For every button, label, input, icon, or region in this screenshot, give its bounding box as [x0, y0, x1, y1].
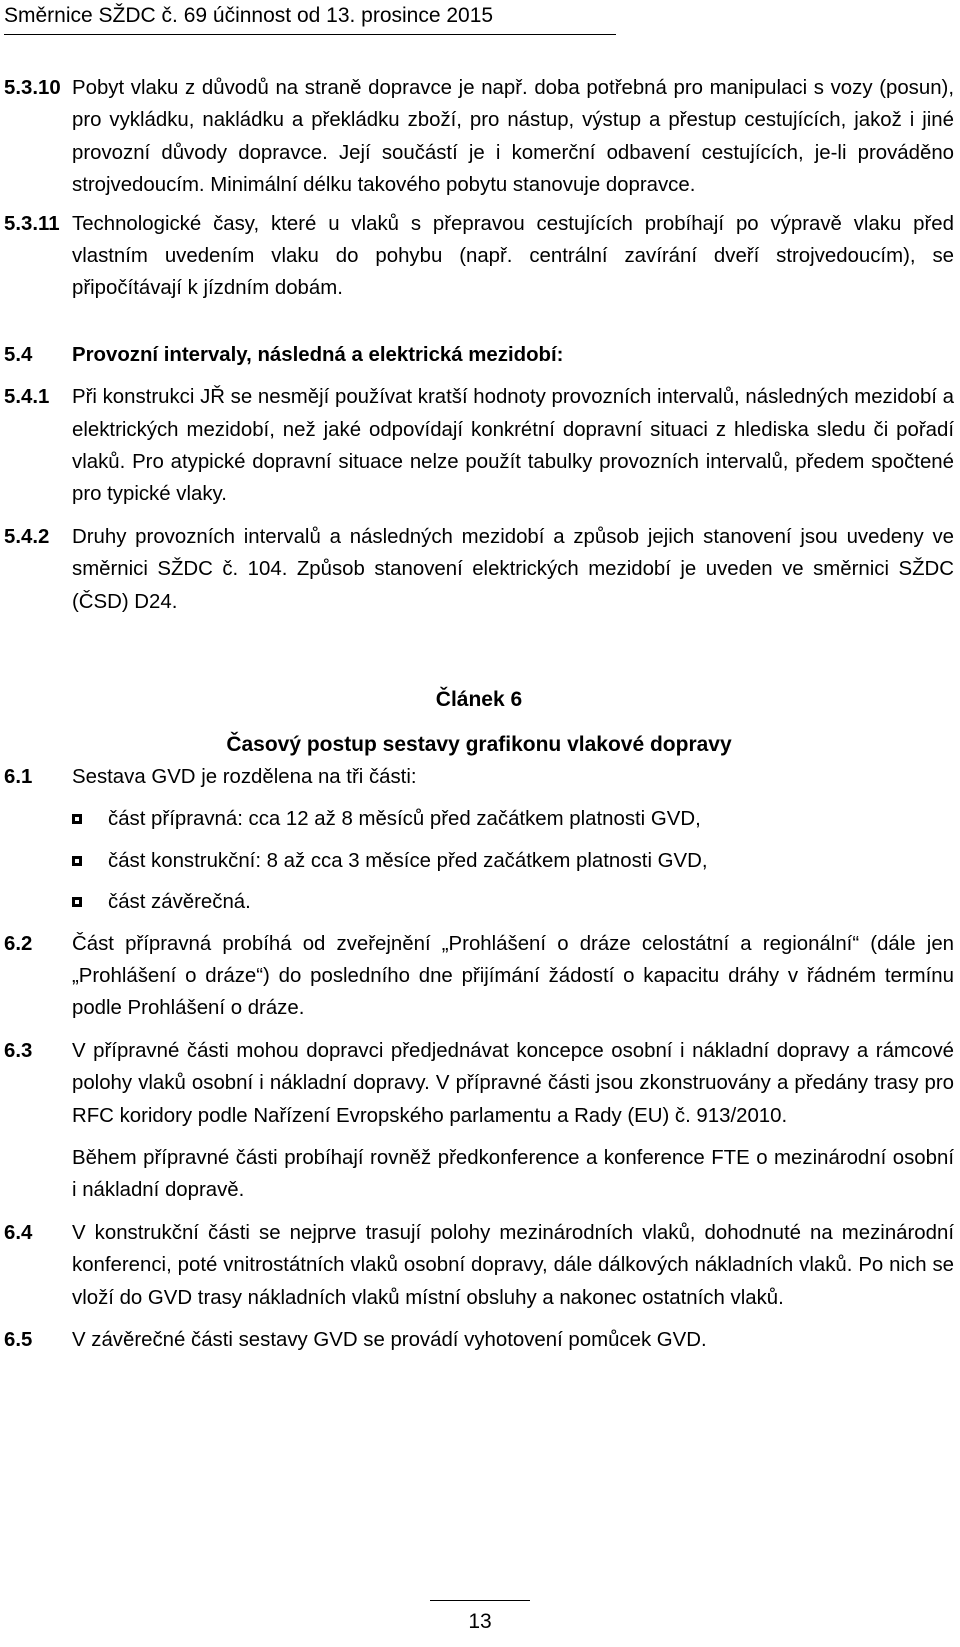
article-subtitle: Časový postup sestavy grafikonu vlakové dopravy — [226, 732, 732, 756]
section-5-4-heading — [4, 339, 954, 371]
section-6-1 — [4, 761, 954, 793]
square-bullet-icon — [72, 814, 82, 824]
section-5-4-2 — [4, 521, 954, 618]
section-text: Sestava GVD je rozdělena na tři části: — [72, 765, 417, 788]
section-heading-text: Provozní intervaly, následná a elektrická mezidobí: — [72, 343, 564, 366]
section-number: 6.5 — [4, 1329, 33, 1351]
section-number: 5.4 — [4, 343, 33, 366]
section-6-3-continued — [4, 1142, 954, 1207]
section-number: 5.3.10 — [4, 77, 61, 99]
list-item-text: část závěrečná. — [108, 891, 251, 914]
list-item — [4, 845, 954, 877]
list-item-text: část přípravná: cca 12 až 8 měsíců před začátkem platnosti GVD, — [108, 808, 701, 831]
section-6-5 — [4, 1324, 954, 1356]
section-text: Pobyt vlaku z důvodů na straně dopravce je např. doba potřebná pro manipulaci s vozy (posun), pro vykládku, nakládku a překládku zboží, pro nástup, výstup a přestup cestujících, jakož i jiné provozní důvody dopravce. Její součástí je i komerční odbavení cestujících, je-li prováděno strojvedoucím. Minimální délku takového pobytu stanovuje dopravce. — [72, 77, 954, 197]
bullet-list — [4, 803, 954, 918]
header-rule — [4, 34, 616, 35]
list-item — [4, 803, 954, 835]
section-text: V přípravné části mohou dopravci předjednávat koncepce osobní i nákladní dopravy a rámcové polohy vlaků osobní i nákladní dopravy. V přípravné části jsou zkonstruovány a předány trasy pro RFC koridory podle Nařízení Evropského parlamentu a Rady (EU) č. 913/2010. — [72, 1039, 954, 1127]
section-number: 6.4 — [4, 1221, 33, 1244]
section-text: V závěrečné části sestavy GVD se provádí vyhotovení pomůcek GVD. — [72, 1329, 707, 1351]
section-text: V konstrukční části se nejprve trasují polohy mezinárodních vlaků, dohodnuté na mezinárodní konferenci, poté vnitrostátních vlaků osobní dopravy, dále dálkových nákladních vlaků. Po nich se vloží do GVD trasy nákladních vlaků místní obsluhy a nakonec ostatních vlaků. — [72, 1221, 954, 1309]
footer-rule — [430, 1600, 530, 1601]
section-text: Druhy provozních intervalů a následných mezidobí a způsob jejich stanovení jsou uvedeny ve směrnici SŽDC č. 104. Způsob stanovení elektrických mezidobí je uveden ve směrnici SŽDC (ČSD) D24. — [72, 525, 954, 613]
list-item-text: část konstrukční: 8 až cca 3 měsíce před začátkem platnosti GVD, — [108, 849, 708, 872]
section-5-3-11 — [4, 208, 954, 305]
document-header: Směrnice SŽDC č. 69 účinnost od 13. prosince 2015 — [4, 4, 494, 27]
section-text: Část přípravná probíhá od zveřejnění „Prohlášení o dráze celostátní a regionální“ (dále jen „Prohlášení o dráze“) do posledního dne přijímání žádostí o kapacitu dráhy v řádném termínu podle Prohlášení o dráze. — [72, 932, 954, 1020]
section-number: 6.3 — [4, 1039, 33, 1062]
section-5-3-10 — [4, 72, 954, 202]
page-number: 13 — [468, 1610, 492, 1633]
square-bullet-icon — [72, 897, 82, 907]
section-text: Při konstrukci JŘ se nesmějí používat kratší hodnoty provozních intervalů, následných mezidobí a elektrických mezidobí, než jaké odpovídají konkrétní dopravní situaci z hlediska sledu či pořadí vlaků. Pro atypické dopravní situace nelze použít tabulky provozních intervalů, předem spočtené pro typické vlaky. — [72, 386, 954, 506]
section-5-4-1 — [4, 381, 954, 511]
section-6-3 — [4, 1035, 954, 1132]
section-number: 6.2 — [4, 932, 33, 955]
section-number: 6.1 — [4, 765, 33, 788]
section-6-4 — [4, 1217, 954, 1314]
list-item — [4, 886, 954, 918]
section-6-2 — [4, 928, 954, 1025]
article-title: Článek 6 — [435, 688, 523, 712]
section-number: 5.3.11 — [4, 212, 60, 235]
section-number: 5.4.1 — [4, 386, 50, 409]
section-number: 5.4.2 — [4, 525, 50, 548]
section-text: Během přípravné části probíhají rovněž předkonference a konference FTE o mezinárodní osobní i nákladní dopravě. — [72, 1146, 954, 1202]
square-bullet-icon — [72, 856, 82, 866]
document-body — [4, 72, 954, 1356]
section-text: Technologické časy, které u vlaků s přepravou cestujících probíhají po výpravě vlaku před vlastním uvedením vlaku do pohybu (např. centrální zavírání dveří strojvedoucím), se připočítávají k jízdním dobám. — [72, 212, 954, 300]
